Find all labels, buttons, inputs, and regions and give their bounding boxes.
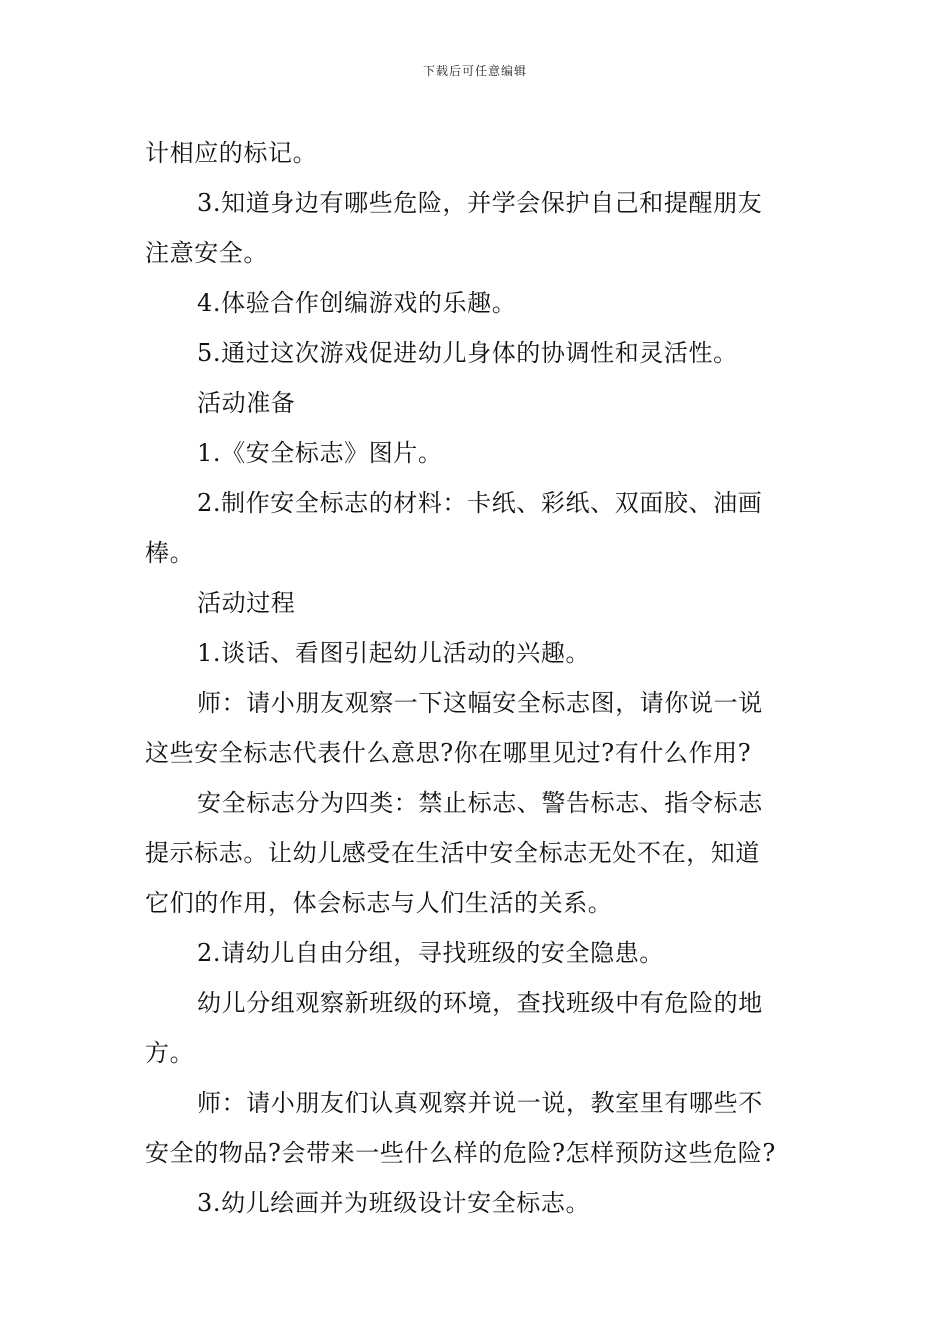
text-line: 师：请小朋友们认真观察并说一说，教室里有哪些不 (197, 1089, 763, 1117)
text-line: 幼儿分组观察新班级的环境，查找班级中有危险的地 (197, 989, 763, 1017)
text-line: 棒。 (145, 539, 195, 567)
text-line: 3.幼儿绘画并为班级设计安全标志。 (197, 1189, 591, 1217)
section-heading: 活动准备 (197, 389, 296, 417)
text-line: 2.制作安全标志的材料：卡纸、彩纸、双面胶、油画 (197, 489, 763, 517)
text-line: 这些安全标志代表什么意思?你在哪里见过?有什么作用? (145, 739, 752, 767)
text-line: 4.体验合作创编游戏的乐趣。 (197, 289, 517, 317)
text-line: 方。 (145, 1039, 195, 1067)
text-line: 3.知道身边有哪些危险，并学会保护自己和提醒朋友 (197, 189, 763, 217)
text-line: 2.请幼儿自由分组，寻找班级的安全隐患。 (197, 939, 664, 967)
text-line: 1.谈话、看图引起幼儿活动的兴趣。 (197, 639, 591, 667)
text-line: 提示标志。让幼儿感受在生活中安全标志无处不在，知道 (145, 839, 760, 867)
text-line: 注意安全。 (145, 239, 268, 267)
text-line: 1.《安全标志》图片。 (197, 439, 443, 467)
text-line: 5.通过这次游戏促进幼儿身体的协调性和灵活性。 (197, 339, 738, 367)
page-header: 下载后可任意编辑 (422, 64, 527, 78)
text-line: 安全标志分为四类：禁止标志、警告标志、指令标志 (197, 789, 763, 817)
section-heading: 活动过程 (197, 589, 296, 617)
text-line: 它们的作用，体会标志与人们生活的关系。 (145, 889, 613, 917)
text-line: 师：请小朋友观察一下这幅安全标志图，请你说一说 (197, 689, 763, 717)
text-line: 安全的物品?会带来一些什么样的危险?怎样预防这些危险? (145, 1139, 776, 1167)
text-line: 计相应的标记。 (145, 139, 318, 167)
document-body (145, 128, 810, 1228)
